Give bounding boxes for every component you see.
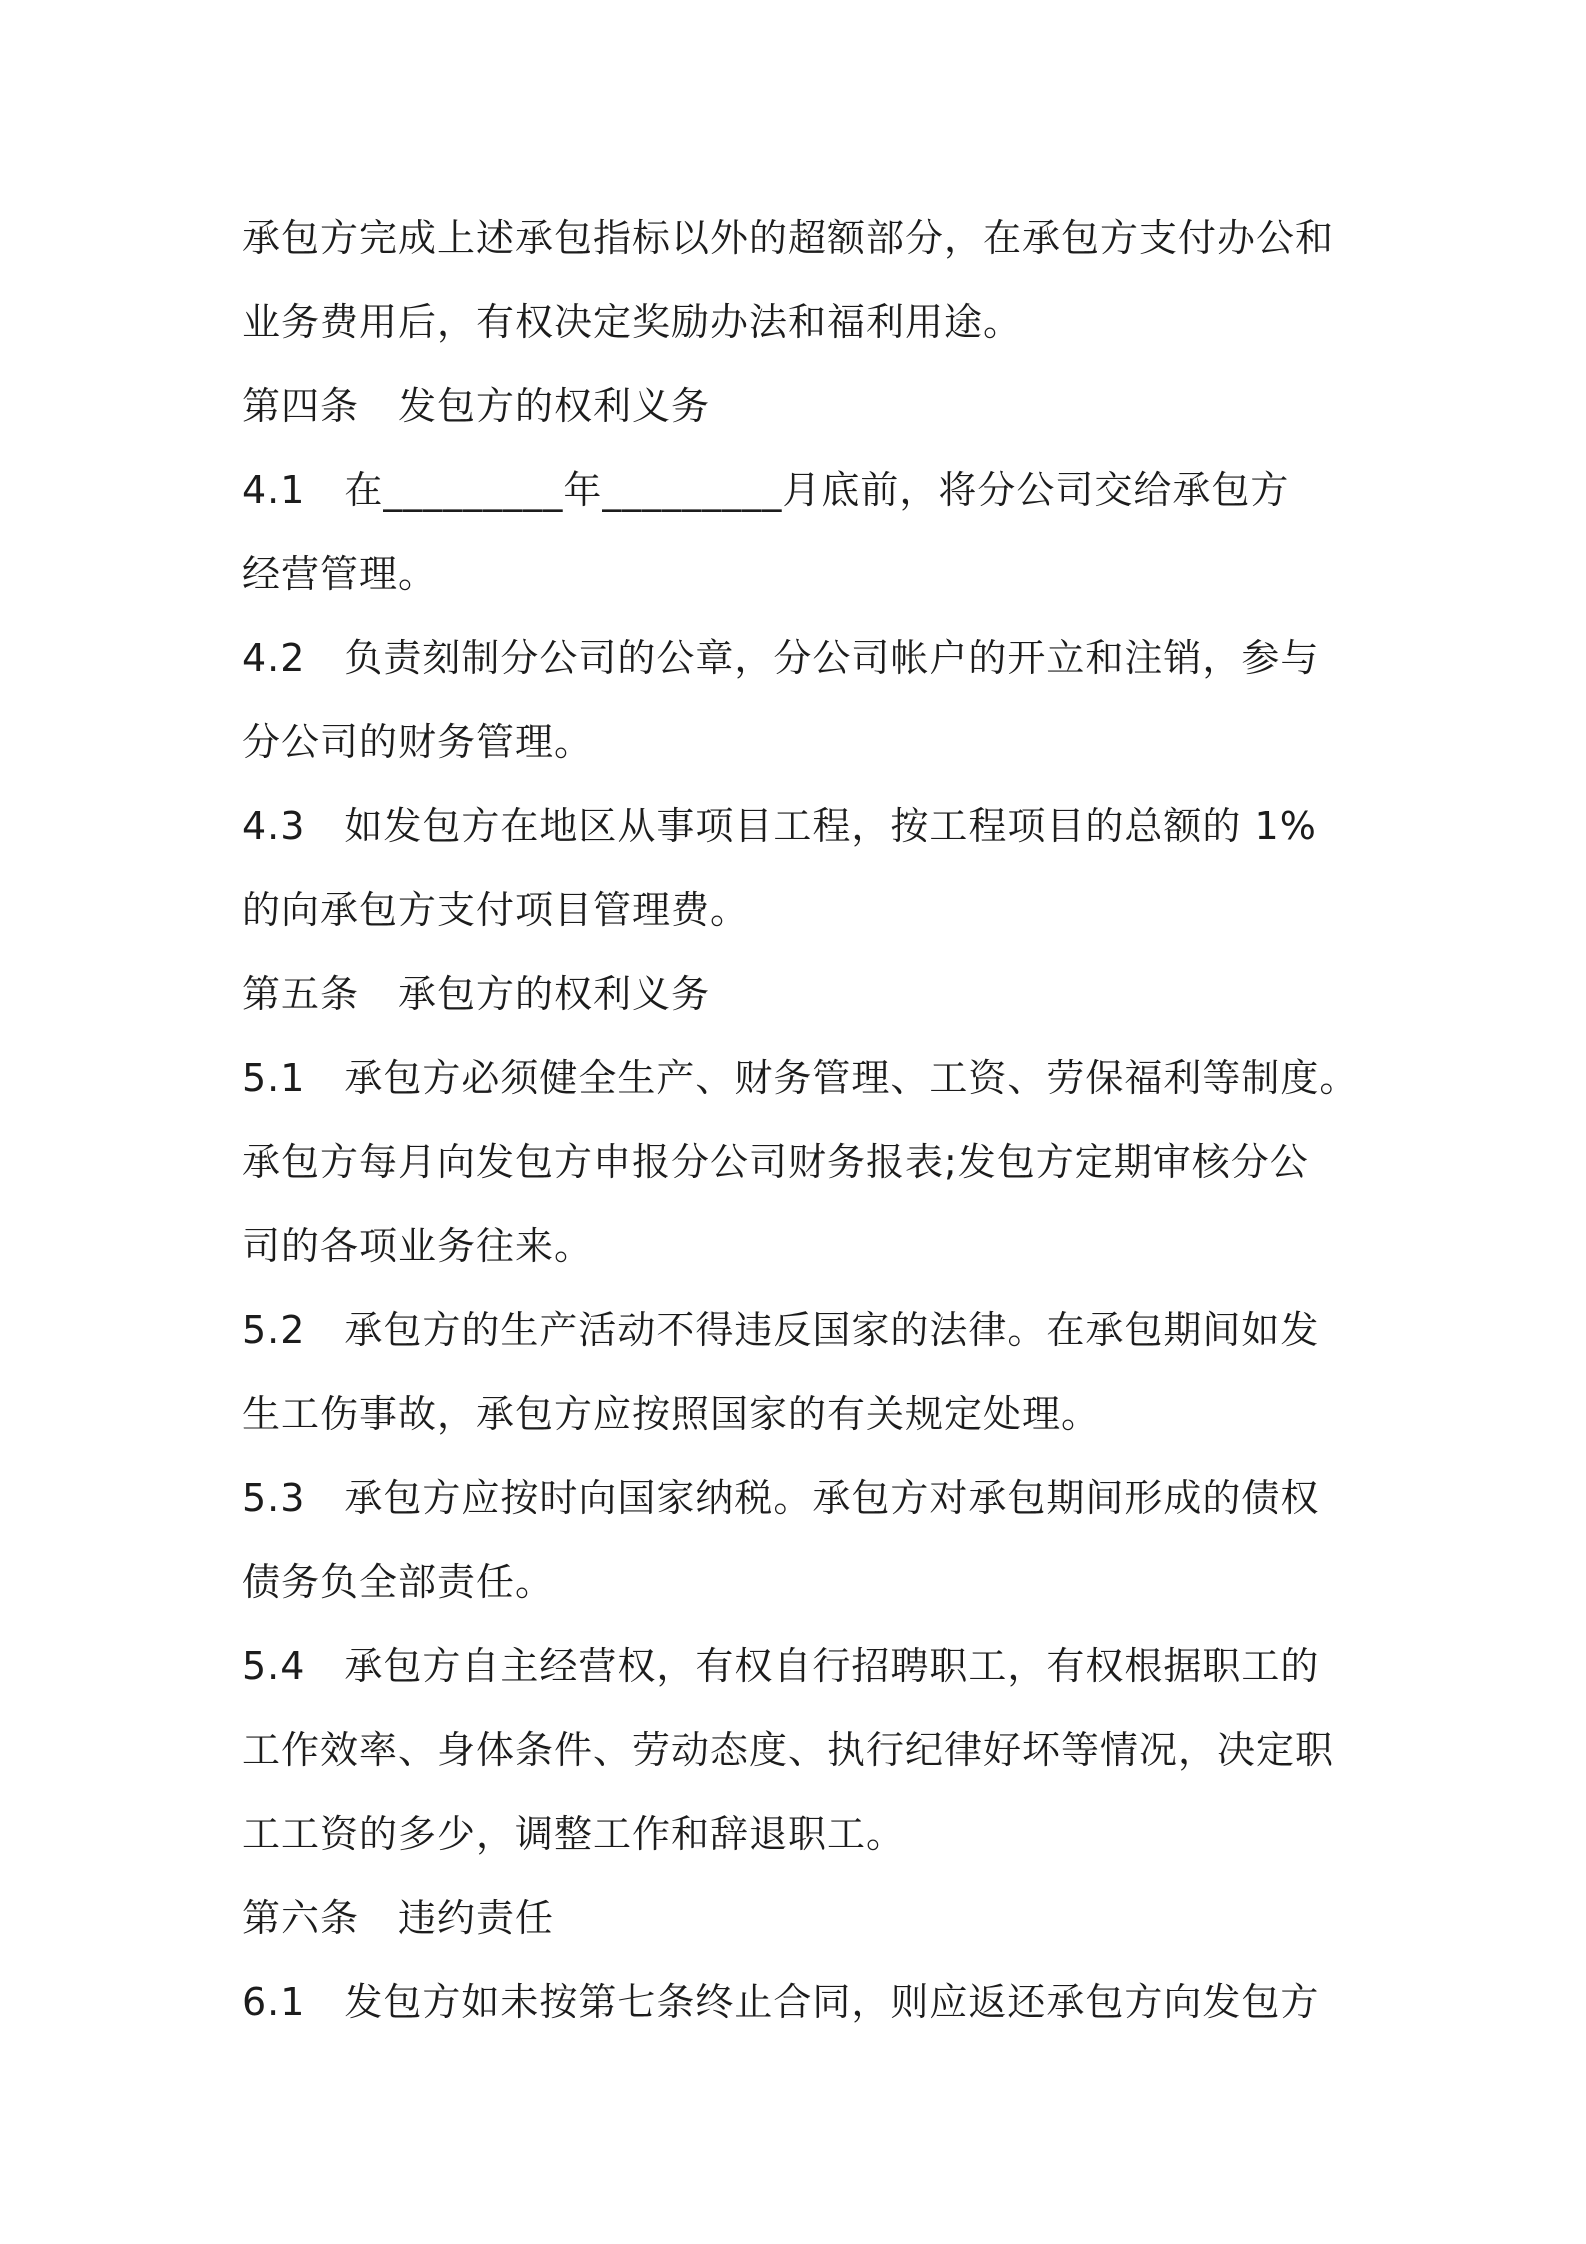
clause-4-2-line: 4.2 负责刻制分公司的公章，分公司帐户的开立和注销，参与	[242, 636, 1320, 680]
clause-5-4-line: 工工资的多少，调整工作和辞退职工。	[242, 1812, 906, 1856]
section-heading-article-6: 第六条 违约责任	[242, 1896, 555, 1940]
clause-5-2-line: 5.2 承包方的生产活动不得违反国家的法律。在承包期间如发	[242, 1308, 1320, 1352]
document-page	[242, 196, 1362, 2044]
clause-5-4-line: 工作效率、身体条件、劳动态度、执行纪律好坏等情况，决定职	[242, 1728, 1335, 1772]
clause-4-1-line: 4.1 在_________年_________月底前，将分公司交给承包方	[242, 468, 1290, 512]
clause-5-2-line: 生工伤事故，承包方应按照国家的有关规定处理。	[242, 1392, 1101, 1436]
section-heading-article-5: 第五条 承包方的权利义务	[242, 972, 711, 1016]
paragraph-line: 业务费用后，有权决定奖励办法和福利用途。	[242, 300, 1023, 344]
clause-4-3-line: 的向承包方支付项目管理费。	[242, 888, 750, 932]
section-heading-article-4: 第四条 发包方的权利义务	[242, 384, 711, 428]
clause-4-1-line: 经营管理。	[242, 552, 438, 596]
clause-5-1-line: 5.1 承包方必须健全生产、财务管理、工资、劳保福利等制度。	[242, 1056, 1359, 1100]
clause-6-1-line: 6.1 发包方如未按第七条终止合同，则应返还承包方向发包方	[242, 1980, 1320, 2024]
paragraph-line: 承包方完成上述承包指标以外的超额部分，在承包方支付办公和	[242, 216, 1335, 260]
clause-4-3-line: 4.3 如发包方在地区从事项目工程，按工程项目的总额的 1%	[242, 804, 1317, 848]
clause-5-3-line: 5.3 承包方应按时向国家纳税。承包方对承包期间形成的债权	[242, 1476, 1320, 1520]
clause-5-1-line: 司的各项业务往来。	[242, 1224, 594, 1268]
clause-5-1-line: 承包方每月向发包方申报分公司财务报表;发包方定期审核分公	[242, 1140, 1309, 1184]
clause-4-2-line: 分公司的财务管理。	[242, 720, 594, 764]
clause-5-3-line: 债务负全部责任。	[242, 1560, 555, 1604]
clause-5-4-line: 5.4 承包方自主经营权，有权自行招聘职工，有权根据职工的	[242, 1644, 1320, 1688]
